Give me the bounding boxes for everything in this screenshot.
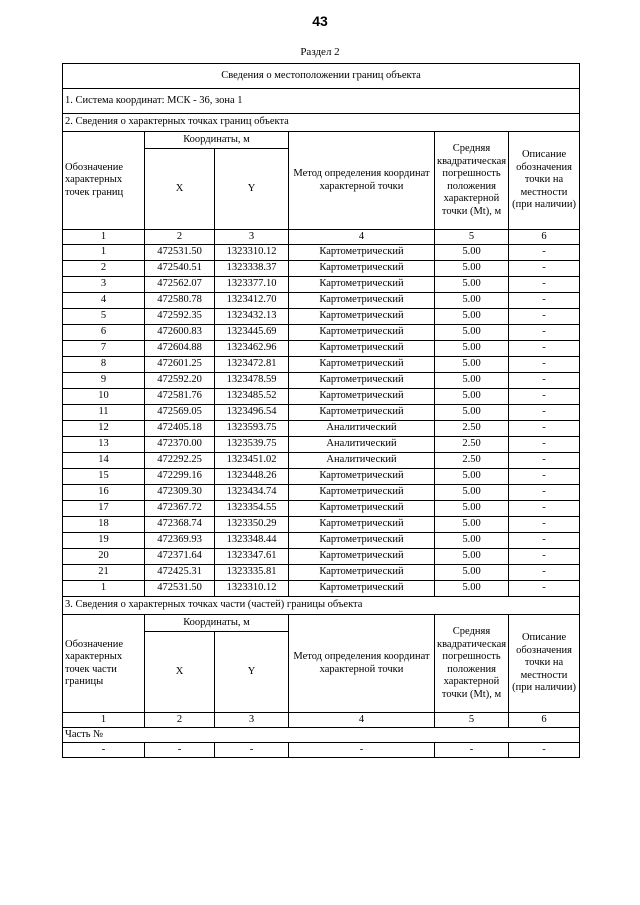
point-x: 472369.93 (145, 533, 215, 549)
point-error: 5.00 (435, 549, 509, 565)
point-designation: 17 (63, 501, 145, 517)
point-designation: 10 (63, 389, 145, 405)
header-x: X (145, 149, 215, 230)
column-number: 2 (145, 713, 215, 728)
point-y: 1323348.44 (215, 533, 289, 549)
point-designation: 12 (63, 421, 145, 437)
point-error: 5.00 (435, 261, 509, 277)
column-number: 6 (509, 713, 580, 728)
point-x: 472569.05 (145, 405, 215, 421)
column-number: 6 (509, 230, 580, 245)
column-number: 5 (435, 713, 509, 728)
point-designation: 16 (63, 485, 145, 501)
part-cell: - (63, 743, 145, 758)
point-error: 5.00 (435, 293, 509, 309)
point-description: - (509, 421, 580, 437)
table-row (63, 421, 580, 437)
point-x: 472540.51 (145, 261, 215, 277)
point-error: 2.50 (435, 421, 509, 437)
point-method: Картометрический (289, 565, 435, 581)
point-error: 5.00 (435, 277, 509, 293)
point-y: 1323354.55 (215, 501, 289, 517)
table-row (63, 357, 580, 373)
coordinate-system: 1. Система координат: МСК - 36, зона 1 (63, 89, 580, 114)
point-error: 2.50 (435, 437, 509, 453)
header-y: Y (215, 149, 289, 230)
point-designation: 13 (63, 437, 145, 453)
point-error: 2.50 (435, 453, 509, 469)
table-row (63, 517, 580, 533)
point-designation: 3 (63, 277, 145, 293)
point-designation: 11 (63, 405, 145, 421)
point-y: 1323434.74 (215, 485, 289, 501)
part2-heading: 2. Сведения о характерных точках границ объекта (63, 114, 580, 132)
column-number: 1 (63, 713, 145, 728)
column-number: 5 (435, 230, 509, 245)
table-row (63, 453, 580, 469)
table-row (63, 581, 580, 597)
point-error: 5.00 (435, 341, 509, 357)
header-description: Описание обозначения точки на местности (при наличии) (509, 132, 580, 230)
column-number: 3 (215, 230, 289, 245)
table-row (63, 549, 580, 565)
point-y: 1323448.26 (215, 469, 289, 485)
point-designation: 4 (63, 293, 145, 309)
part-cell: - (289, 743, 435, 758)
page-number: 43 (312, 13, 328, 29)
point-description: - (509, 501, 580, 517)
point-method: Аналитический (289, 421, 435, 437)
point-error: 5.00 (435, 405, 509, 421)
point-description: - (509, 293, 580, 309)
point-x: 472581.76 (145, 389, 215, 405)
table-title: Сведения о местоположении границ объекта (63, 64, 580, 89)
point-description: - (509, 437, 580, 453)
point-description: - (509, 469, 580, 485)
point-description: - (509, 341, 580, 357)
header-description: Описание обозначения точки на местности (при наличии) (509, 615, 580, 713)
point-y: 1323462.96 (215, 341, 289, 357)
table-row (63, 405, 580, 421)
table-row (63, 245, 580, 261)
table-row (63, 293, 580, 309)
point-method: Картометрический (289, 277, 435, 293)
table-row (63, 309, 580, 325)
point-y: 1323478.59 (215, 373, 289, 389)
header-designation-part: Обозначение характерных точек части границы (63, 615, 145, 713)
point-method: Картометрический (289, 293, 435, 309)
table-row (63, 373, 580, 389)
header-x: X (145, 632, 215, 713)
table-row (63, 533, 580, 549)
column-number: 2 (145, 230, 215, 245)
header-error: Средняя квадратическая погрешность положения характерной точки (Mt), м (435, 615, 509, 713)
column-number: 3 (215, 713, 289, 728)
point-description: - (509, 277, 580, 293)
point-y: 1323472.81 (215, 357, 289, 373)
point-description: - (509, 549, 580, 565)
header-coordinates: Координаты, м (145, 132, 289, 149)
point-method: Картометрический (289, 373, 435, 389)
point-y: 1323310.12 (215, 581, 289, 597)
point-method: Картометрический (289, 389, 435, 405)
point-x: 472370.00 (145, 437, 215, 453)
part-label: Часть № (63, 728, 580, 743)
part-cell: - (215, 743, 289, 758)
header-method: Метод определения координат характерной точки (289, 132, 435, 230)
column-number: 1 (63, 230, 145, 245)
point-error: 5.00 (435, 485, 509, 501)
point-designation: 5 (63, 309, 145, 325)
point-error: 5.00 (435, 309, 509, 325)
header-method: Метод определения координат характерной точки (289, 615, 435, 713)
point-x: 472371.64 (145, 549, 215, 565)
part-cell: - (509, 743, 580, 758)
point-y: 1323451.02 (215, 453, 289, 469)
point-designation: 21 (63, 565, 145, 581)
point-x: 472592.20 (145, 373, 215, 389)
table-row (63, 277, 580, 293)
point-description: - (509, 309, 580, 325)
point-description: - (509, 261, 580, 277)
header-designation: Обозначение характерных точек границ (63, 132, 145, 230)
part-cell: - (435, 743, 509, 758)
point-designation: 7 (63, 341, 145, 357)
header-error: Средняя квадратическая погрешность положения характерной точки (Mt), м (435, 132, 509, 230)
point-x: 472292.25 (145, 453, 215, 469)
point-x: 472309.30 (145, 485, 215, 501)
point-description: - (509, 325, 580, 341)
boundary-table (62, 63, 580, 758)
point-y: 1323445.69 (215, 325, 289, 341)
point-method: Картометрический (289, 581, 435, 597)
point-error: 5.00 (435, 517, 509, 533)
point-error: 5.00 (435, 357, 509, 373)
table-row (63, 389, 580, 405)
point-description: - (509, 245, 580, 261)
point-error: 5.00 (435, 469, 509, 485)
point-description: - (509, 533, 580, 549)
point-method: Аналитический (289, 453, 435, 469)
point-designation: 20 (63, 549, 145, 565)
point-error: 5.00 (435, 501, 509, 517)
point-y: 1323496.54 (215, 405, 289, 421)
point-method: Картометрический (289, 469, 435, 485)
point-designation: 15 (63, 469, 145, 485)
point-x: 472562.07 (145, 277, 215, 293)
point-y: 1323593.75 (215, 421, 289, 437)
header-coordinates: Координаты, м (145, 615, 289, 632)
point-x: 472367.72 (145, 501, 215, 517)
point-error: 5.00 (435, 581, 509, 597)
table-row (63, 565, 580, 581)
point-method: Картометрический (289, 309, 435, 325)
point-y: 1323485.52 (215, 389, 289, 405)
point-y: 1323347.61 (215, 549, 289, 565)
point-designation: 9 (63, 373, 145, 389)
point-description: - (509, 581, 580, 597)
point-error: 5.00 (435, 245, 509, 261)
point-designation: 6 (63, 325, 145, 341)
point-error: 5.00 (435, 389, 509, 405)
point-x: 472592.35 (145, 309, 215, 325)
part3-heading: 3. Сведения о характерных точках части (частей) границы объекта (63, 597, 580, 615)
point-method: Картометрический (289, 357, 435, 373)
point-description: - (509, 517, 580, 533)
point-error: 5.00 (435, 533, 509, 549)
point-method: Картометрический (289, 245, 435, 261)
point-y: 1323335.81 (215, 565, 289, 581)
point-x: 472368.74 (145, 517, 215, 533)
point-x: 472604.88 (145, 341, 215, 357)
point-method: Картометрический (289, 485, 435, 501)
point-x: 472601.25 (145, 357, 215, 373)
point-x: 472299.16 (145, 469, 215, 485)
point-description: - (509, 405, 580, 421)
point-method: Картометрический (289, 405, 435, 421)
point-y: 1323377.10 (215, 277, 289, 293)
point-designation: 8 (63, 357, 145, 373)
point-designation: 14 (63, 453, 145, 469)
header-y: Y (215, 632, 289, 713)
point-method: Картометрический (289, 533, 435, 549)
point-description: - (509, 357, 580, 373)
point-designation: 19 (63, 533, 145, 549)
table-row (63, 485, 580, 501)
point-designation: 18 (63, 517, 145, 533)
point-description: - (509, 565, 580, 581)
point-y: 1323412.70 (215, 293, 289, 309)
point-description: - (509, 389, 580, 405)
point-error: 5.00 (435, 373, 509, 389)
point-x: 472531.50 (145, 245, 215, 261)
point-x: 472580.78 (145, 293, 215, 309)
point-method: Картометрический (289, 517, 435, 533)
table-row (63, 341, 580, 357)
point-x: 472425.31 (145, 565, 215, 581)
point-designation: 1 (63, 245, 145, 261)
point-method: Картометрический (289, 341, 435, 357)
point-y: 1323432.13 (215, 309, 289, 325)
column-number: 4 (289, 230, 435, 245)
point-x: 472600.83 (145, 325, 215, 341)
section-label: Раздел 2 (300, 46, 340, 58)
point-y: 1323310.12 (215, 245, 289, 261)
point-method: Картометрический (289, 549, 435, 565)
part-cell: - (145, 743, 215, 758)
point-designation: 2 (63, 261, 145, 277)
point-y: 1323539.75 (215, 437, 289, 453)
column-number: 4 (289, 713, 435, 728)
table-row (63, 261, 580, 277)
point-designation: 1 (63, 581, 145, 597)
point-error: 5.00 (435, 325, 509, 341)
point-method: Картометрический (289, 325, 435, 341)
point-y: 1323350.29 (215, 517, 289, 533)
point-method: Картометрический (289, 261, 435, 277)
point-method: Картометрический (289, 501, 435, 517)
table-row (63, 469, 580, 485)
point-description: - (509, 453, 580, 469)
point-x: 472405.18 (145, 421, 215, 437)
point-error: 5.00 (435, 565, 509, 581)
point-description: - (509, 485, 580, 501)
point-description: - (509, 373, 580, 389)
table-row (63, 437, 580, 453)
table-row (63, 501, 580, 517)
point-x: 472531.50 (145, 581, 215, 597)
table-row (63, 325, 580, 341)
point-method: Аналитический (289, 437, 435, 453)
point-y: 1323338.37 (215, 261, 289, 277)
